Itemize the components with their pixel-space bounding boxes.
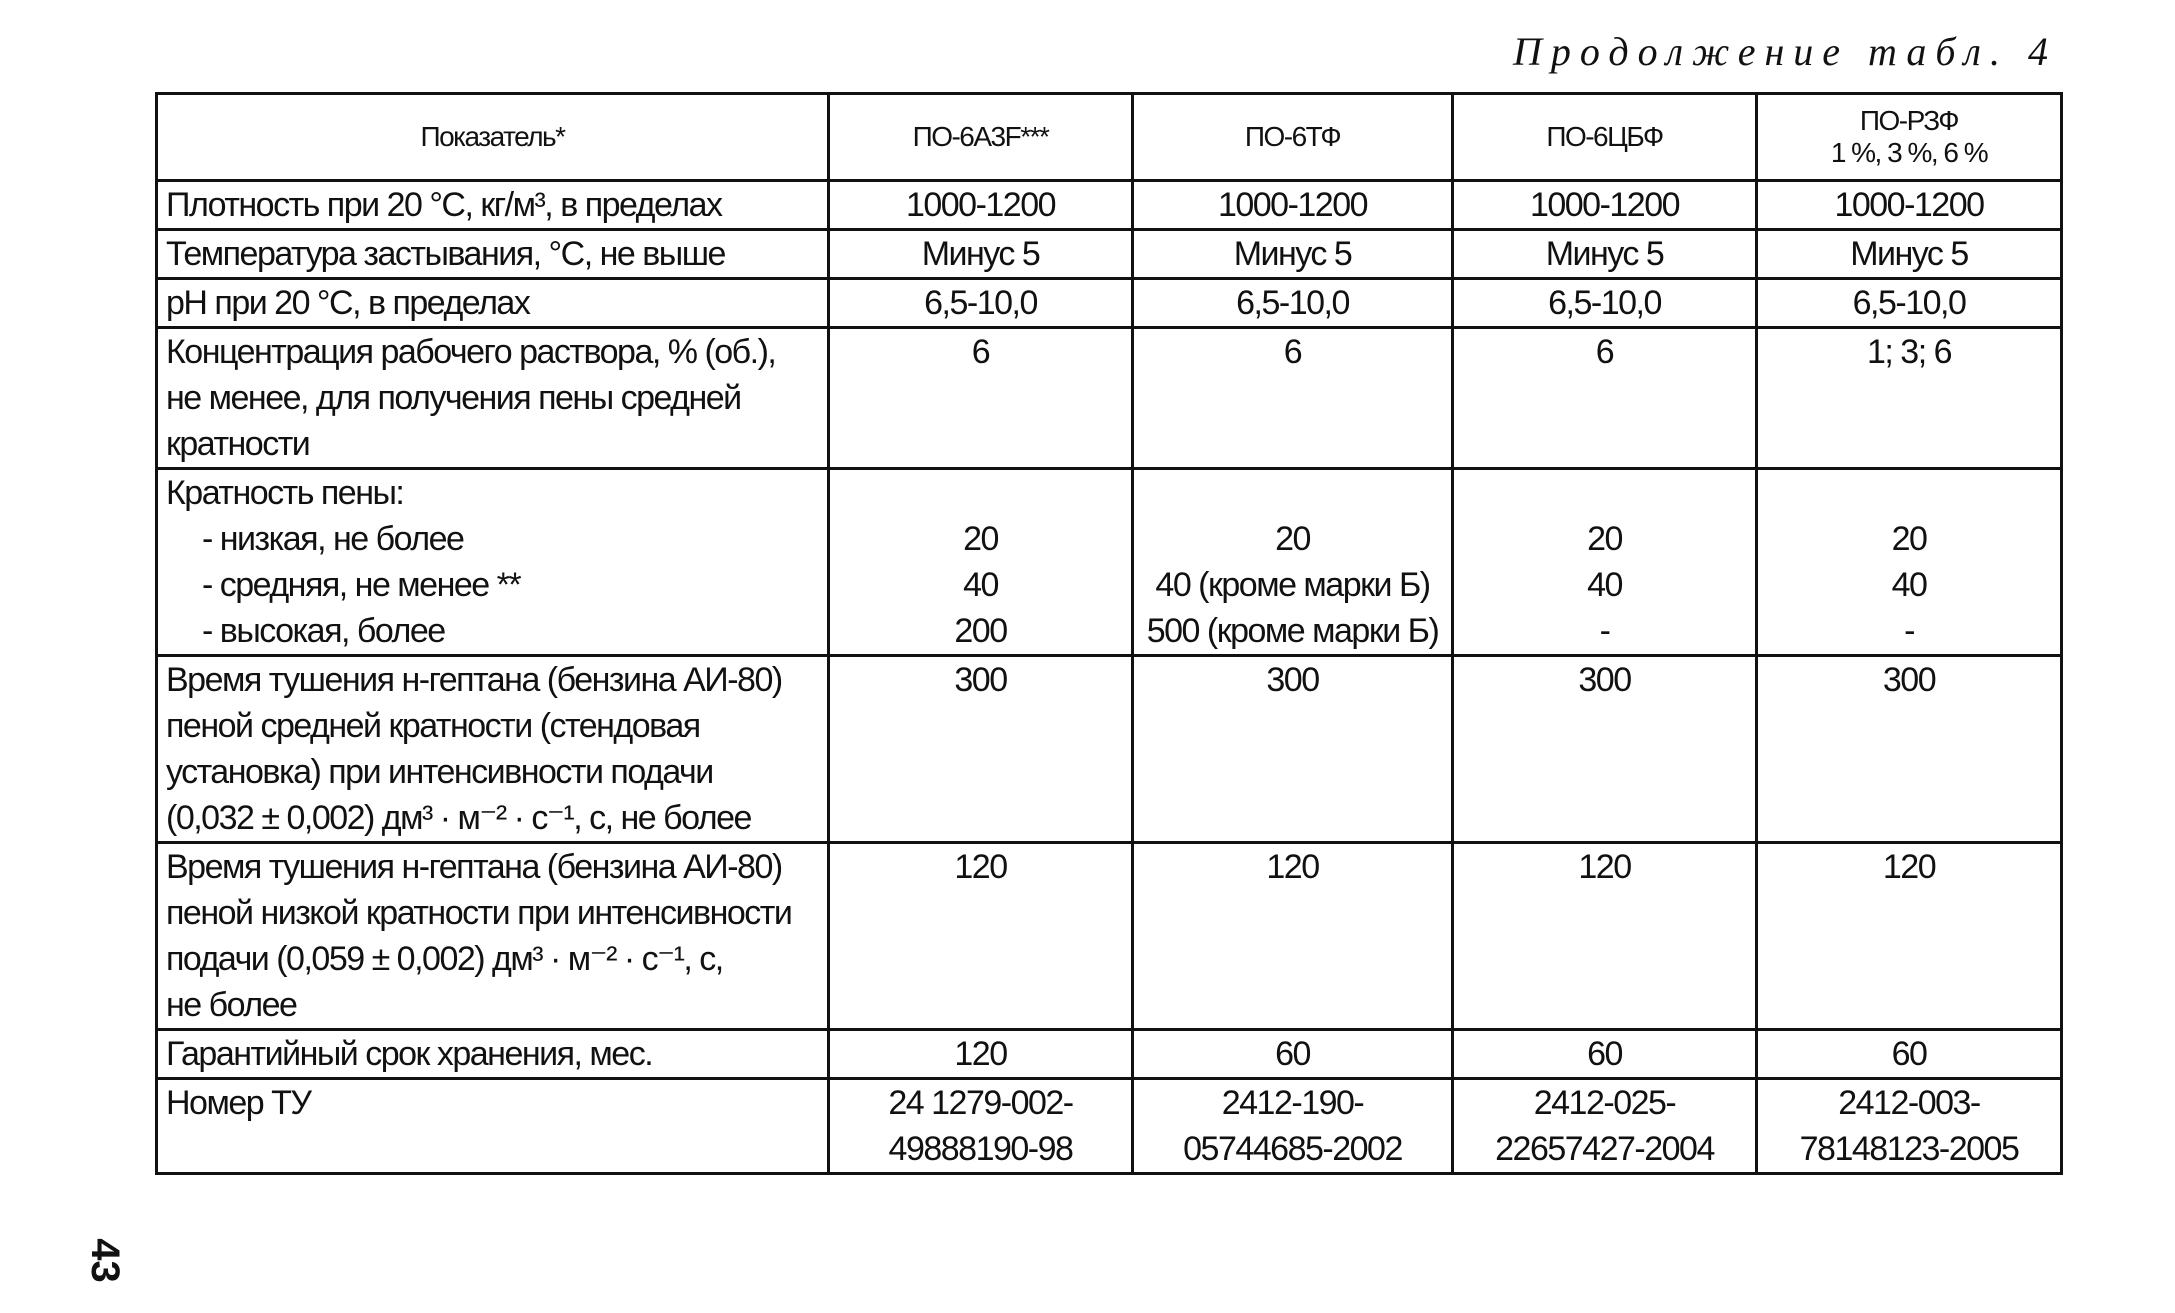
cell-value-line: 05744685-2002 — [1183, 1130, 1402, 1168]
cell-value: Минус 5 — [1453, 230, 1757, 279]
cell-value: 6 — [1133, 328, 1453, 469]
row-label-line: не менее, для получения пены средней — [166, 379, 741, 417]
page-number: 43 — [82, 1238, 127, 1283]
cell-value-line: 49888190-98 — [888, 1130, 1073, 1168]
table-row — [157, 656, 2062, 843]
cell-value: Минус 5 — [1133, 230, 1453, 279]
cell-value-line: 2412-003- — [1838, 1084, 1980, 1122]
cell-value: 120 — [829, 843, 1133, 1030]
table-row — [157, 1030, 2062, 1079]
row-label-title: Кратность пены: — [166, 474, 404, 512]
cell-value: 60 — [1133, 1030, 1453, 1079]
header-product-2: ПО-6ТФ — [1133, 94, 1453, 181]
cell-value: 1000-1200 — [829, 181, 1133, 230]
cell-value: 120 — [1453, 843, 1757, 1030]
row-label: Температура застывания, °С, не выше — [157, 230, 829, 279]
cell-value-line: 20 — [1587, 520, 1622, 558]
table-header-row — [157, 94, 2062, 181]
row-label-line: пеной средней кратности (стендовая — [166, 707, 700, 745]
cell-value: 120 — [1757, 843, 2062, 1030]
row-label-line: установка) при интенсивности подачи — [166, 753, 713, 791]
row-label-line: Время тушения н-гептана (бензина АИ-80) — [166, 661, 782, 699]
cell-value — [1757, 469, 2062, 656]
cell-value: 300 — [1757, 656, 2062, 843]
cell-value: 120 — [1133, 843, 1453, 1030]
header-indicator: Показатель* — [157, 94, 829, 181]
row-label-line: кратности — [166, 425, 310, 463]
cell-value: Минус 5 — [1757, 230, 2062, 279]
cell-value-line: 78148123-2005 — [1799, 1130, 2019, 1168]
table-continuation-caption: Продолжение табл. 4 — [1512, 29, 2057, 74]
cell-value: 6,5-10,0 — [1453, 279, 1757, 328]
row-label: Гарантийный срок хранения, мес. — [157, 1030, 829, 1079]
header-product-4 — [1757, 94, 2062, 181]
cell-value: 300 — [829, 656, 1133, 843]
cell-value: 300 — [1133, 656, 1453, 843]
table-row-foam-expansion — [157, 469, 2062, 656]
cell-value-line: 20 — [963, 520, 998, 558]
cell-value: 1000-1200 — [1757, 181, 2062, 230]
cell-value — [1757, 1079, 2062, 1174]
cell-value — [1133, 469, 1453, 656]
cell-value: 1; 3; 6 — [1757, 328, 2062, 469]
row-label-line: (0,032 ± 0,002) дм³ · м⁻² · с⁻¹, с, не более — [166, 799, 751, 837]
cell-value-line: 22657427-2004 — [1495, 1130, 1714, 1168]
cell-value: 1000-1200 — [1133, 181, 1453, 230]
row-label — [157, 843, 829, 1030]
row-label-line: Концентрация рабочего раствора, % (об.), — [166, 333, 776, 371]
row-label — [157, 469, 829, 656]
cell-value-line: - — [1904, 612, 1914, 650]
row-label-line: пеной низкой кратности при интенсивности — [166, 894, 792, 932]
row-label-line: не более — [166, 986, 297, 1024]
cell-value-line: 20 — [1275, 520, 1310, 558]
cell-value-line: 20 — [1891, 520, 1927, 558]
cell-value-line: 500 (кроме марки Б) — [1146, 612, 1439, 650]
cell-value-line: 24 1279-002- — [888, 1084, 1073, 1122]
cell-value: 6,5-10,0 — [829, 279, 1133, 328]
cell-value-line: 2412-025- — [1533, 1084, 1676, 1122]
header-product-4-note: 1 %, 3 %, 6 % — [1830, 137, 1988, 168]
row-label — [157, 328, 829, 469]
row-label: Плотность при 20 °С, кг/м³, в пределах — [157, 181, 829, 230]
cell-value: 6 — [829, 328, 1133, 469]
table-row — [157, 279, 2062, 328]
specification-table — [155, 92, 2063, 1175]
row-label-sub: - низкая, не более — [202, 520, 464, 558]
cell-value-line: - — [1599, 612, 1610, 650]
cell-value — [1133, 1079, 1453, 1174]
cell-value: 1000-1200 — [1453, 181, 1757, 230]
row-label: pH при 20 °С, в пределах — [157, 279, 829, 328]
row-label-sub: - высокая, более — [202, 612, 445, 650]
header-product-3: ПО-6ЦБФ — [1453, 94, 1757, 181]
header-product-4-name: ПО-РЗФ — [1859, 105, 1959, 136]
row-label-line: подачи (0,059 ± 0,002) дм³ · м⁻² · с⁻¹, с, — [166, 940, 723, 978]
cell-value: 6,5-10,0 — [1757, 279, 2062, 328]
table-row — [157, 230, 2062, 279]
cell-value-line: 40 — [1891, 566, 1927, 604]
cell-value: 300 — [1453, 656, 1757, 843]
cell-value-line: 40 — [1587, 566, 1622, 604]
cell-value: 60 — [1453, 1030, 1757, 1079]
cell-value — [829, 469, 1133, 656]
cell-value — [1453, 469, 1757, 656]
cell-value: 6 — [1453, 328, 1757, 469]
cell-value-line: 2412-190- — [1221, 1084, 1364, 1122]
cell-value — [829, 1079, 1133, 1174]
cell-value: 60 — [1757, 1030, 2062, 1079]
cell-value: 120 — [829, 1030, 1133, 1079]
table-row — [157, 328, 2062, 469]
table-row — [157, 843, 2062, 1030]
cell-value: 6,5-10,0 — [1133, 279, 1453, 328]
row-label: Номер ТУ — [157, 1079, 829, 1174]
row-label-sub: - средняя, не менее ** — [202, 566, 521, 604]
row-label-line: Время тушения н-гептана (бензина АИ-80) — [166, 848, 782, 886]
cell-value-line: 200 — [954, 612, 1007, 650]
cell-value-line: 40 (кроме марки Б) — [1155, 566, 1430, 604]
cell-value-line: 40 — [963, 566, 998, 604]
cell-value: Минус 5 — [829, 230, 1133, 279]
cell-value — [1453, 1079, 1757, 1174]
header-product-1: ПО-6А3F*** — [829, 94, 1133, 181]
row-label — [157, 656, 829, 843]
table-row — [157, 181, 2062, 230]
table-row-tu — [157, 1079, 2062, 1174]
